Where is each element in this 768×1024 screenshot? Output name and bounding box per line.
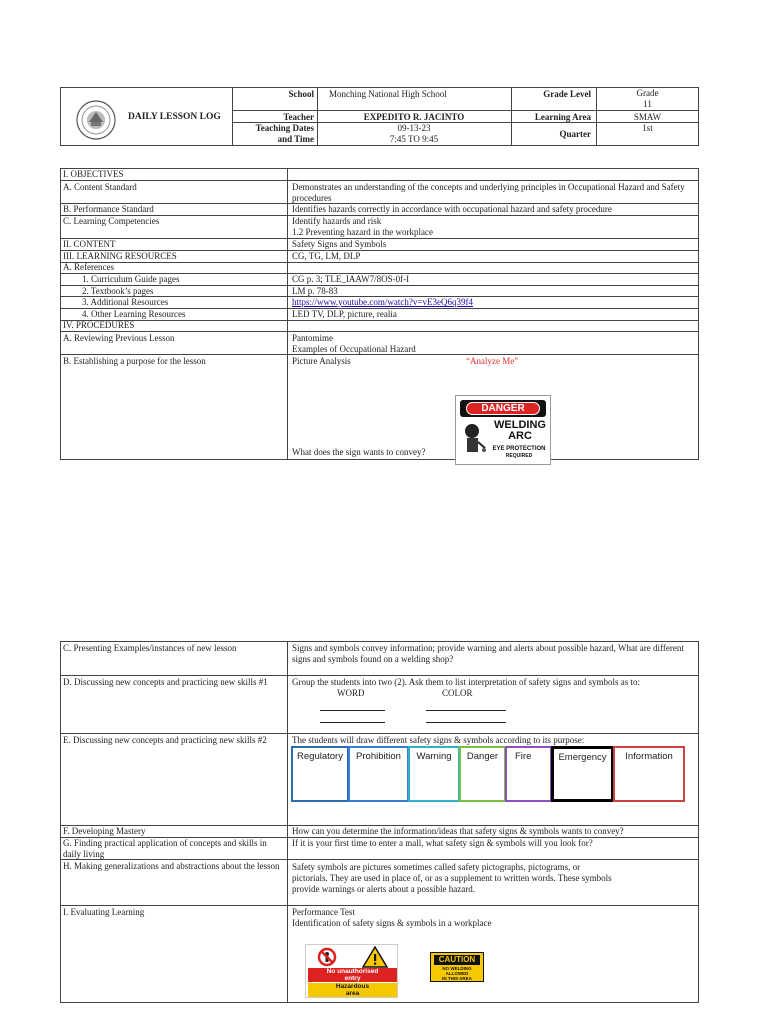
- objectives-heading: I. OBJECTIVES: [63, 169, 124, 179]
- color-heading: COLOR: [442, 688, 473, 698]
- page-title: DAILY LESSON LOG: [128, 112, 221, 122]
- grade-level-value: Grade 11: [636, 88, 659, 109]
- resources-label: III. LEARNING RESOURCES: [63, 251, 177, 261]
- category-emergency: Emergency: [551, 746, 614, 802]
- category-regulatory: Regulatory: [291, 746, 349, 802]
- presenting-label: C. Presenting Examples/instances of new lesson: [63, 643, 237, 653]
- additional-label: 3. Additional Resources: [82, 297, 169, 307]
- category-fire: Fire: [505, 746, 552, 802]
- teacher-value: EXPEDITO R. JACINTO: [363, 112, 465, 122]
- h-label: H. Making generalizations and abstractions about the lesson: [63, 861, 280, 871]
- school-label: School: [288, 89, 314, 99]
- content-value: Safety Signs and Symbols: [292, 239, 387, 249]
- purpose-label: B. Establishing a purpose for the lesson: [63, 356, 206, 366]
- references-label: A. References: [63, 262, 114, 272]
- learning-area-value: SMAW: [633, 112, 662, 122]
- g-label: G. Finding practical application of concepts and skills in daily living: [63, 838, 267, 859]
- eye-protection-text: EYE PROTECTION: [492, 446, 546, 452]
- analyze-me-text: “Analyze Me”: [466, 356, 519, 366]
- deped-seal-logo: [76, 100, 116, 140]
- word-heading: WORD: [337, 688, 365, 698]
- performance-standard-label: B. Performance Standard: [63, 204, 154, 214]
- danger-label: DANGER: [466, 402, 540, 415]
- competencies-value: Identify hazards and risk 1.2 Preventing hazard in the workplace: [292, 216, 433, 237]
- caution-no-welding-sign: [430, 952, 484, 982]
- quarter-value: 1st: [642, 123, 653, 133]
- f-label: F. Developing Mastery: [63, 826, 146, 836]
- no-welding-text: NO WELDING ALLOWED IN THIS AREA: [442, 966, 472, 981]
- h-value: Safety symbols are pictures sometimes called safety pictographs, pictograms, or pictorials. They are used in place of, or as a supplement to written words. These symbols provide warnings or alerts about a possible hazard.: [292, 862, 612, 894]
- d-label: D. Discussing new concepts and practicing new skills #1: [63, 677, 268, 687]
- textbook-value: LM p. 78-83: [292, 286, 338, 296]
- hazardous-area-text: Hazardous area: [308, 983, 397, 997]
- d-value: Group the students into two (2). Ask them to list interpretation of safety signs and symbols as to:: [292, 677, 640, 687]
- purpose-value: Picture Analysis: [292, 356, 351, 366]
- arc-text: ARC: [508, 430, 532, 442]
- school-value: Monching National High School: [329, 89, 447, 99]
- teacher-label: Teacher: [283, 112, 314, 122]
- other-label: 4. Other Learning Resources: [82, 309, 186, 319]
- no-unauthorised-entry-text: No unauthorised entry: [308, 968, 397, 982]
- performance-standard-value: Identifies hazards correctly in accordance with occupational hazard and safety procedure: [292, 204, 612, 214]
- f-value: How can you determine the information/ideas that safety signs & symbols wants to convey?: [292, 826, 624, 836]
- required-text: REQUIRED: [505, 453, 533, 459]
- reviewing-label: A. Reviewing Previous Lesson: [63, 333, 175, 343]
- reviewing-value: Pantomime Examples of Occupational Hazard: [292, 333, 416, 354]
- cg-value: CG p. 3; TLE_IAAW7/8OS-0f-I: [292, 274, 410, 284]
- purpose-question: What does the sign wants to convey?: [292, 447, 426, 457]
- welder-icon: [460, 422, 486, 460]
- category-information: Information: [613, 746, 685, 802]
- danger-welding-sign: [455, 395, 551, 465]
- category-prohibition: Prohibition: [348, 746, 409, 802]
- no-entry-icon: [316, 947, 338, 967]
- category-warning: Warning: [408, 746, 460, 802]
- quarter-label: Quarter: [559, 129, 591, 139]
- sign-category-boxes: [291, 746, 685, 802]
- content-standard-value: Demonstrates an understanding of the concepts and underlying principles in Occupational Hazard and Safety procedures: [292, 182, 685, 203]
- g-value: If it is your first time to enter a mall, what safety sign & symbols will you look for?: [292, 838, 593, 848]
- textbook-label: 2. Textbook’s pages: [82, 286, 154, 296]
- warning-triangle-icon: [362, 946, 388, 968]
- welding-text: WELDING: [494, 419, 546, 431]
- resources-value: CG, TG, LM, DLP: [292, 251, 361, 261]
- content-label: II. CONTENT: [63, 239, 116, 249]
- content-standard-label: A. Content Standard: [63, 182, 137, 192]
- i-value: Performance Test Identification of safety signs & symbols in a workplace: [292, 907, 492, 928]
- youtube-link[interactable]: https://www.youtube.com/watch?v=vE3eQ6q39f4: [292, 297, 473, 307]
- cg-label: 1. Curriculum Guide pages: [82, 274, 180, 284]
- i-label: I. Evaluating Learning: [63, 907, 145, 917]
- e-label: E. Discussing new concepts and practicing new skills #2: [63, 735, 267, 745]
- no-entry-hazard-sign: [305, 944, 398, 998]
- e-value: The students will draw different safety signs & symbols according to its purpose:: [292, 735, 585, 745]
- learning-area-label: Learning Area: [534, 112, 591, 122]
- presenting-value: Signs and symbols convey information; provide warning and alerts about possible hazard, What are different signs and symbols found on a welding shop?: [292, 643, 684, 664]
- competencies-label: C. Learning Competencies: [63, 216, 160, 226]
- grade-level-label: Grade Level: [543, 89, 591, 99]
- caution-label: CAUTION: [434, 955, 480, 965]
- dates-value: 09-13-23 7:45 TO 9:45: [389, 123, 439, 144]
- procedures-heading: IV. PROCEDURES: [63, 320, 135, 330]
- other-value: LED TV, DLP, picture, realia: [292, 309, 397, 319]
- category-danger: Danger: [459, 746, 506, 802]
- dates-label: Teaching Dates and Time: [255, 123, 314, 144]
